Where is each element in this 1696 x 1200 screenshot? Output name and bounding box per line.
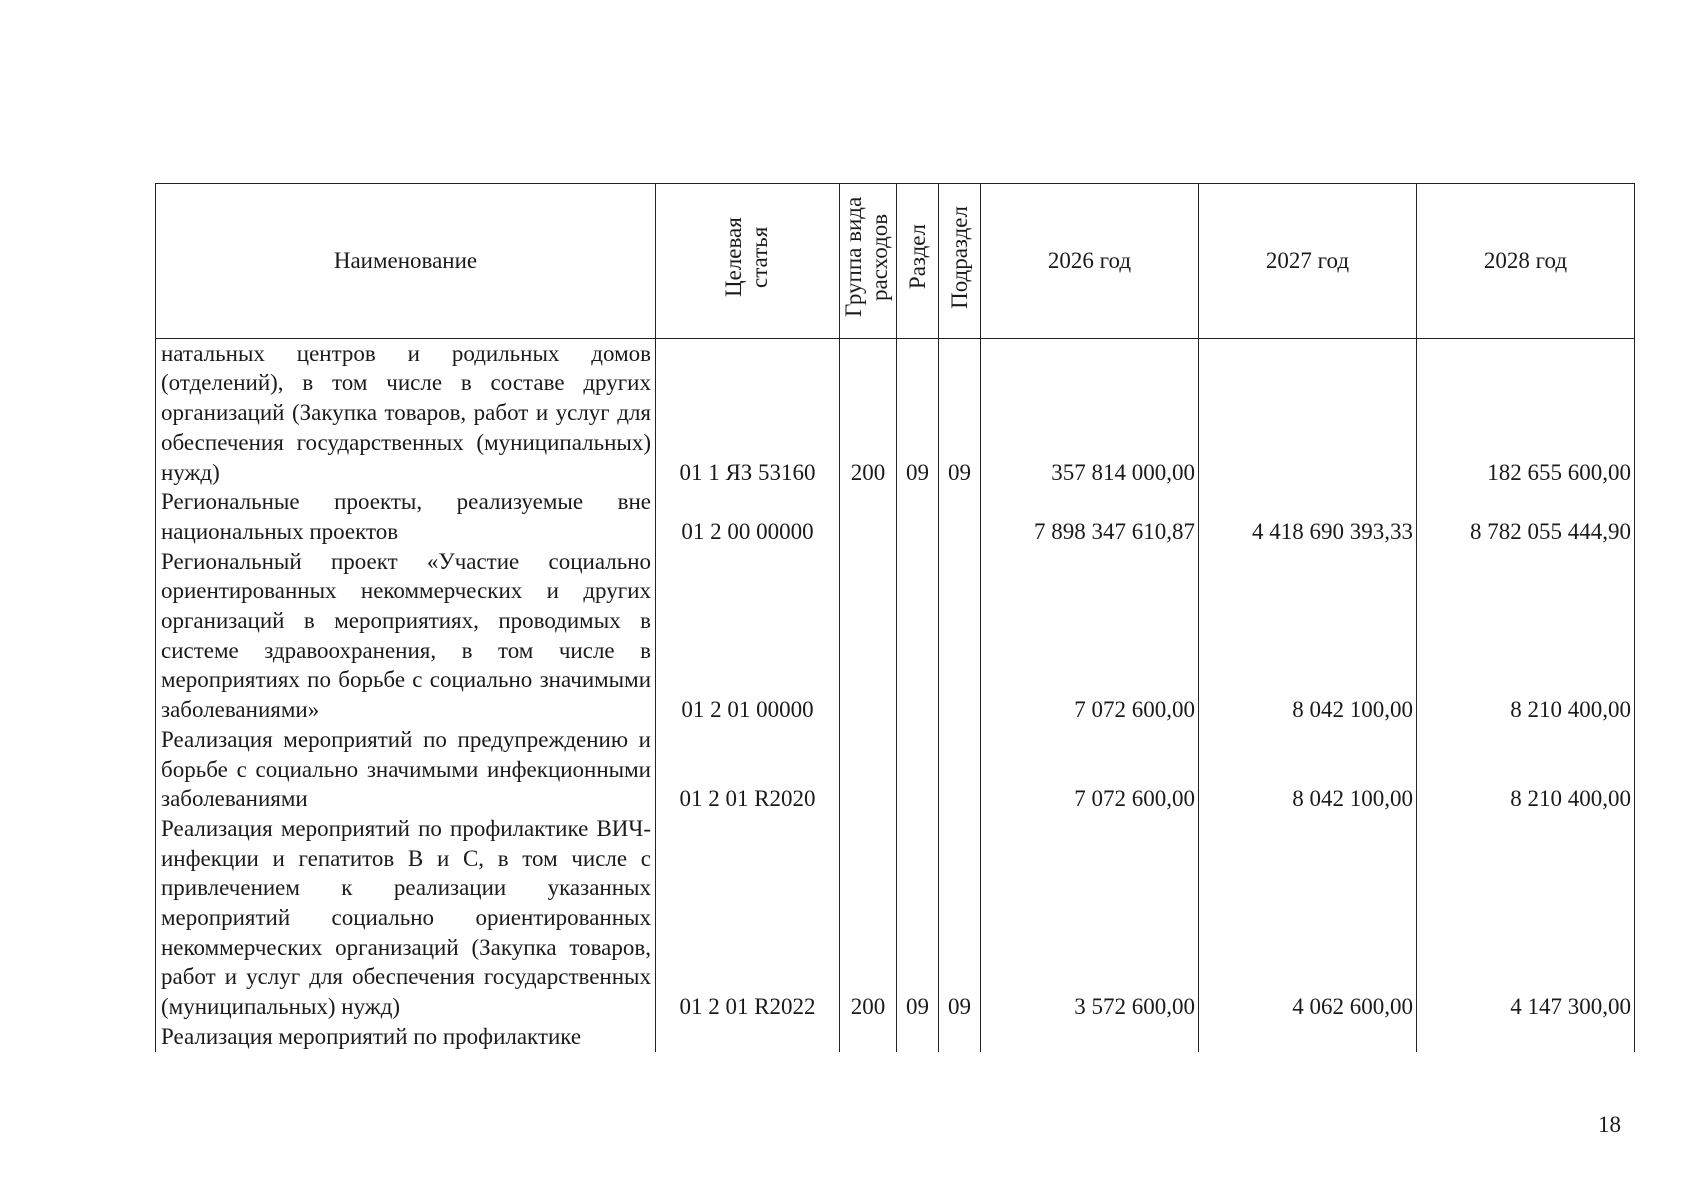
row-amount-2027: 4 062 600,00 bbox=[1199, 814, 1417, 1022]
row-name: Реализация мероприятий по профилактике ВИЧ-инфекции и гепатитов В и С, в том числе с привлечением к реализации указанных мероприятий социально ориентированных некоммерческих организаций (Закупка товаров, работ и услуг для обеспечения государственных (муниципальных) нужд) bbox=[156, 814, 656, 1022]
row-amount-2026: 357 814 000,00 bbox=[981, 338, 1199, 487]
row-amount-2028: 8 210 400,00 bbox=[1417, 725, 1635, 814]
row-section: 09 bbox=[897, 338, 939, 487]
header-name: Наименование bbox=[156, 184, 656, 339]
row-target-article: 01 2 01 00000 bbox=[656, 547, 840, 725]
row-expense-group bbox=[840, 487, 897, 546]
row-name: Реализация мероприятий по профилактике bbox=[156, 1022, 656, 1052]
row-amount-2028: 4 147 300,00 bbox=[1417, 814, 1635, 1022]
row-target-article: 01 2 01 R2020 bbox=[656, 725, 840, 814]
row-subsection bbox=[939, 725, 981, 814]
header-section bbox=[897, 184, 939, 339]
row-name: Реализация мероприятий по предупреждению и борьбе с социально значимыми инфекционными заболеваниями bbox=[156, 725, 656, 814]
row-subsection: 09 bbox=[939, 814, 981, 1022]
row-name: Региональные проекты, реализуемые вне национальных проектов bbox=[156, 487, 656, 546]
row-amount-2028: 182 655 600,00 bbox=[1417, 338, 1635, 487]
row-section bbox=[897, 725, 939, 814]
row-amount-2027: 4 418 690 393,33 bbox=[1199, 487, 1417, 546]
row-amount-2027: 8 042 100,00 bbox=[1199, 725, 1417, 814]
header-target-article bbox=[656, 184, 840, 339]
row-amount-2026: 7 898 347 610,87 bbox=[981, 487, 1199, 546]
row-target-article bbox=[656, 1022, 840, 1052]
header-expense-group-text: Группа вида расходов bbox=[841, 196, 892, 318]
row-subsection: 09 bbox=[939, 338, 981, 487]
row-amount-2026: 3 572 600,00 bbox=[981, 814, 1199, 1022]
row-amount-2026: 7 072 600,00 bbox=[981, 547, 1199, 725]
header-year-2028: 2028 год bbox=[1417, 184, 1635, 339]
row-section bbox=[897, 487, 939, 546]
row-name: натальных центров и родильных домов (отделений), в том числе в составе других организаций (Закупка товаров, работ и услуг для обеспечения государственных (муниципальных) нужд) bbox=[156, 338, 656, 487]
row-section: 09 bbox=[897, 814, 939, 1022]
row-expense-group bbox=[840, 547, 897, 725]
row-amount-2028 bbox=[1417, 1022, 1635, 1052]
row-amount-2026: 7 072 600,00 bbox=[981, 725, 1199, 814]
row-amount-2028: 8 782 055 444,90 bbox=[1417, 487, 1635, 546]
row-amount-2027: 8 042 100,00 bbox=[1199, 547, 1417, 725]
row-expense-group: 200 bbox=[840, 338, 897, 487]
header-target-article-text: Целевая статья bbox=[720, 217, 772, 297]
header-year-2027: 2027 год bbox=[1199, 184, 1417, 339]
row-subsection bbox=[939, 1022, 981, 1052]
table-row bbox=[156, 487, 1635, 546]
row-section bbox=[897, 1022, 939, 1052]
row-amount-2026 bbox=[981, 1022, 1199, 1052]
row-target-article: 01 1 ЯЗ 53160 bbox=[656, 338, 840, 487]
row-expense-group bbox=[840, 1022, 897, 1052]
row-target-article: 01 2 01 R2022 bbox=[656, 814, 840, 1022]
budget-table bbox=[155, 183, 1635, 1052]
row-section bbox=[897, 547, 939, 725]
row-expense-group: 200 bbox=[840, 814, 897, 1022]
header-year-2026: 2026 год bbox=[981, 184, 1199, 339]
page-number: 18 bbox=[1598, 1112, 1621, 1137]
table-header bbox=[156, 184, 1635, 339]
row-amount-2027 bbox=[1199, 338, 1417, 487]
row-amount-2028: 8 210 400,00 bbox=[1417, 547, 1635, 725]
row-target-article: 01 2 00 00000 bbox=[656, 487, 840, 546]
table-row bbox=[156, 338, 1635, 487]
row-amount-2027 bbox=[1199, 1022, 1417, 1052]
row-expense-group bbox=[840, 725, 897, 814]
header-row bbox=[156, 184, 1635, 339]
table-row bbox=[156, 725, 1635, 814]
header-expense-group bbox=[840, 184, 897, 339]
header-subsection-text: Подраздел bbox=[946, 205, 972, 309]
row-subsection bbox=[939, 547, 981, 725]
table-row bbox=[156, 547, 1635, 725]
table-row bbox=[156, 1022, 1635, 1052]
header-subsection bbox=[939, 184, 981, 339]
row-subsection bbox=[939, 487, 981, 546]
table-row bbox=[156, 814, 1635, 1022]
row-name: Региональный проект «Участие социально ориентированных некоммерческих и других организаций в мероприятиях, проводимых в системе здравоохранения, в том числе в мероприятиях по борьбе с социально значимыми заболеваниями» bbox=[156, 547, 656, 725]
table-body bbox=[156, 338, 1635, 1051]
header-section-text: Раздел bbox=[904, 224, 930, 290]
